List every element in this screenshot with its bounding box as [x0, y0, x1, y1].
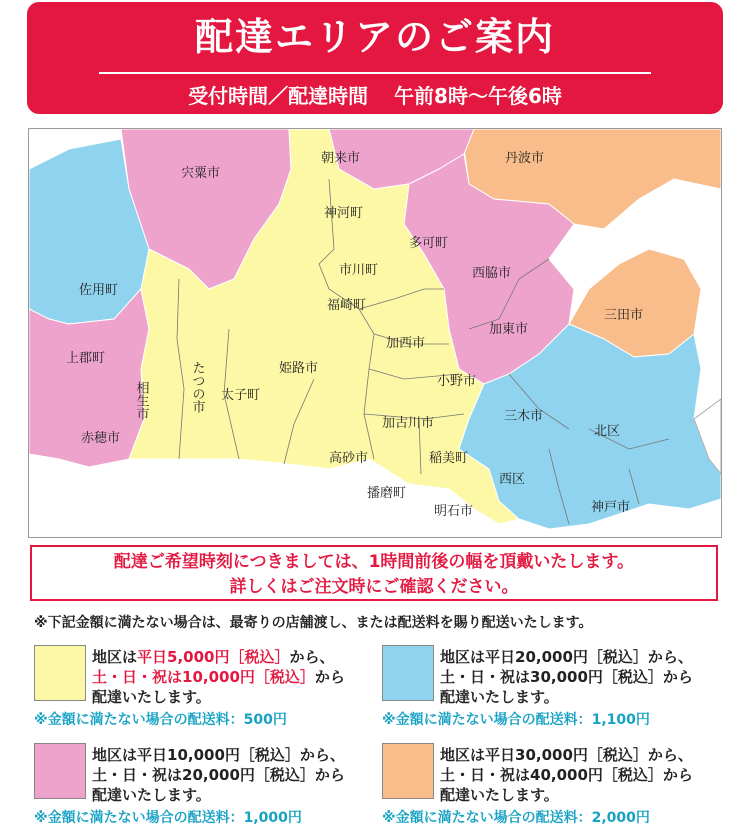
legend-yellow-l1c: から、: [289, 648, 335, 666]
business-hours: [27, 80, 723, 109]
legend-yellow: [34, 645, 364, 733]
label-kita: 北区: [594, 424, 621, 439]
map-svg: [29, 129, 721, 537]
label-nishi: 西区: [499, 472, 526, 487]
delivery-area-map: [28, 128, 722, 538]
label-harima: 播磨町: [367, 486, 407, 501]
label-akashi: 明石市: [434, 504, 474, 519]
legend-yellow-l2b: から: [314, 668, 345, 686]
label-ichikawa: 市川町: [339, 263, 379, 278]
minimum-order-note: ※下記金額に満たない場合は、最寄りの店舗渡し、または配送料を賜り配送いたします。: [34, 615, 593, 631]
legend-orange-l1: 地区は平日30,000円［税込］から、: [440, 746, 693, 764]
label-asago: 朝来市: [321, 151, 361, 166]
hours-label: 受付時間／配達時間: [188, 84, 369, 108]
legend-orange-text: [440, 745, 693, 805]
legend-pink-l1: 地区は平日10,000円［税込］から、: [92, 746, 345, 764]
legend-orange-l2: 土・日・祝は40,000円［税込］から: [440, 766, 693, 784]
legend-orange: [382, 743, 712, 831]
label-sayo: 佐用町: [79, 283, 119, 298]
legend-yellow-l1a: 地区は: [92, 648, 138, 666]
label-kamikawa: 神河町: [324, 206, 364, 221]
legend-pink-l3: 配達いたします。: [92, 786, 211, 804]
legend-blue-fee: ※金額に満たない場合の配送料：1,100円: [382, 712, 650, 728]
swatch-orange: [382, 743, 434, 799]
legend-yellow-l2a: 土・日・祝は10,000円［税込］: [92, 668, 315, 686]
label-fukusaki: 福崎町: [327, 298, 367, 313]
label-kobe: 神戸市: [591, 500, 631, 515]
legend-pink-fee: ※金額に満たない場合の配送料：1,000円: [34, 810, 302, 826]
label-takasago: 高砂市: [329, 451, 369, 466]
legend-blue-l1: 地区は平日20,000円［税込］から、: [440, 648, 693, 666]
notice-line-1: 配達ご希望時刻につきましては、1時間前後の幅を頂戴いたします。: [113, 552, 635, 572]
notice-line-2: 詳しくはご注文時にご確認ください。: [229, 577, 519, 597]
hours-value: 午前8時～午後6時: [394, 84, 562, 108]
label-sanda: 三田市: [604, 308, 644, 323]
label-taishi: 太子町: [221, 388, 261, 403]
legend-pink-text: [92, 745, 345, 805]
header-banner: [27, 2, 723, 114]
legend-orange-l3: 配達いたします。: [440, 786, 559, 804]
label-shiso: 宍粟市: [181, 166, 221, 181]
label-ono: 小野市: [437, 374, 477, 389]
label-nishiwaki: 西脇市: [472, 266, 512, 281]
swatch-blue: [382, 645, 434, 701]
label-tatsuno: たつの市: [189, 361, 205, 413]
label-inami: 稲美町: [429, 451, 469, 466]
legend-pink-l2: 土・日・祝は20,000円［税込］から: [92, 766, 345, 784]
notice-box: [30, 545, 718, 601]
legend-orange-fee: ※金額に満たない場合の配送料：2,000円: [382, 810, 650, 826]
label-himeji: 姫路市: [279, 361, 319, 376]
swatch-yellow: [34, 645, 86, 701]
legend-yellow-fee: ※金額に満たない場合の配送料：500円: [34, 712, 287, 728]
legend-blue-l3: 配達いたします。: [440, 688, 559, 706]
label-kakogawa: 加古川市: [382, 416, 435, 431]
label-kamigori: 上郡町: [66, 351, 106, 366]
label-miki: 三木市: [504, 409, 544, 424]
label-taka: 多可町: [409, 236, 449, 251]
label-aioi: 相生市: [133, 381, 149, 420]
label-kato: 加東市: [489, 322, 529, 337]
legend-yellow-text: [92, 647, 345, 707]
page-title: 配達エリアのご案内: [194, 15, 555, 59]
legend-yellow-l3: 配達いたします。: [92, 688, 211, 706]
legend-blue: [382, 645, 712, 733]
swatch-pink: [34, 743, 86, 799]
legend-pink: [34, 743, 364, 831]
header-divider: [99, 72, 651, 74]
label-kasai: 加西市: [386, 336, 426, 351]
legend-yellow-l1b: 平日5,000円［税込］: [137, 648, 290, 666]
label-ako: 赤穂市: [81, 431, 121, 446]
legend-blue-l2: 土・日・祝は30,000円［税込］から: [440, 668, 693, 686]
legend-blue-text: [440, 647, 693, 707]
label-tamba: 丹波市: [505, 151, 545, 166]
